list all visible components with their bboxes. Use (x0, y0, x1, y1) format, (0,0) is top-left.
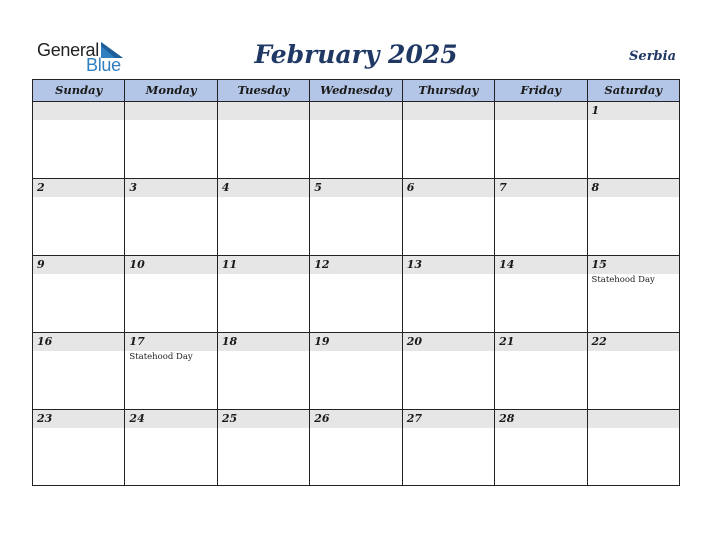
weekday-friday: Friday (495, 80, 587, 101)
day-number-band (125, 179, 216, 197)
day-number-band (588, 410, 679, 428)
day-number-band (33, 179, 124, 197)
day-number: 8 (591, 181, 600, 194)
holiday-label: Statehood Day (591, 275, 655, 285)
calendar-day-cell[interactable] (125, 256, 217, 332)
calendar-grid (32, 79, 680, 486)
calendar-day-cell[interactable] (33, 102, 125, 178)
weekday-tuesday: Tuesday (218, 80, 310, 101)
day-number-band (588, 102, 679, 120)
day-number: 14 (499, 258, 515, 271)
day-number: 26 (314, 412, 330, 425)
calendar-day-cell[interactable] (403, 179, 495, 255)
calendar-day-cell[interactable] (218, 410, 310, 486)
calendar-week-row (33, 102, 679, 179)
holiday-label: Statehood Day (129, 352, 193, 362)
calendar-day-cell[interactable] (310, 179, 402, 255)
weekday-sunday: Sunday (33, 80, 125, 101)
day-number: 2 (37, 181, 45, 194)
day-number-band (125, 102, 216, 120)
calendar-day-cell[interactable] (218, 333, 310, 409)
day-number: 24 (129, 412, 145, 425)
day-number-band (218, 179, 309, 197)
weekday-thursday: Thursday (403, 80, 495, 101)
calendar-day-cell[interactable] (125, 179, 217, 255)
calendar-week-row (33, 333, 679, 410)
calendar-day-cell[interactable] (218, 102, 310, 178)
day-number: 16 (37, 335, 53, 348)
day-number: 7 (499, 181, 507, 194)
day-number-band (33, 256, 124, 274)
calendar-day-cell[interactable] (125, 333, 217, 409)
weekday-header (33, 80, 679, 102)
day-number: 4 (221, 181, 230, 194)
day-number: 20 (406, 335, 422, 348)
day-number: 22 (591, 335, 607, 348)
logo-text-general: General (37, 40, 99, 60)
day-number: 15 (591, 258, 607, 271)
calendar-week-row (33, 179, 679, 256)
calendar-day-cell[interactable] (588, 179, 679, 255)
calendar-day-cell[interactable] (310, 333, 402, 409)
calendar-day-cell[interactable] (588, 410, 679, 486)
calendar-day-cell[interactable] (495, 102, 587, 178)
weekday-wednesday: Wednesday (310, 80, 402, 101)
calendar-day-cell[interactable] (310, 256, 402, 332)
page-title: February 2025 (254, 40, 458, 69)
day-number-band (310, 102, 401, 120)
calendar-day-cell[interactable] (310, 102, 402, 178)
calendar-day-cell[interactable] (588, 102, 679, 178)
day-number-band (218, 102, 309, 120)
weekday-saturday: Saturday (604, 83, 663, 97)
calendar-day-cell[interactable] (310, 410, 402, 486)
day-number: 10 (129, 258, 145, 271)
day-number-band (310, 179, 401, 197)
calendar-day-cell[interactable] (588, 256, 679, 332)
day-number: 3 (129, 181, 138, 194)
day-number-band (33, 102, 124, 120)
day-number: 27 (406, 412, 422, 425)
calendar-day-cell[interactable] (218, 256, 310, 332)
logo-text-blue: Blue (86, 55, 121, 75)
day-number-band (495, 179, 586, 197)
day-number: 1 (591, 104, 600, 117)
day-number: 9 (37, 258, 45, 271)
calendar-day-cell[interactable] (125, 102, 217, 178)
calendar-day-cell[interactable] (495, 410, 587, 486)
calendar-day-cell[interactable] (495, 256, 587, 332)
day-number: 11 (221, 258, 238, 271)
calendar-day-cell[interactable] (33, 410, 125, 486)
calendar-day-cell[interactable] (495, 179, 587, 255)
day-number: 23 (37, 412, 53, 425)
day-number: 12 (314, 258, 330, 271)
day-number: 19 (314, 335, 330, 348)
day-number-band (403, 179, 494, 197)
calendar-day-cell[interactable] (588, 333, 679, 409)
calendar-day-cell[interactable] (33, 333, 125, 409)
day-number: 5 (314, 181, 322, 194)
calendar-day-cell[interactable] (495, 333, 587, 409)
country-label: Serbia (629, 49, 676, 64)
calendar-day-cell[interactable] (33, 179, 125, 255)
day-number: 17 (129, 335, 145, 348)
day-number-band (495, 102, 586, 120)
calendar-day-cell[interactable] (33, 256, 125, 332)
calendar-day-cell[interactable] (125, 410, 217, 486)
day-number: 6 (406, 181, 415, 194)
day-number: 21 (499, 335, 515, 348)
day-number: 25 (221, 412, 238, 425)
day-number: 28 (499, 412, 515, 425)
calendar-week-row (33, 256, 679, 333)
day-number: 18 (221, 335, 238, 348)
calendar-weeks (33, 102, 679, 486)
day-number-band (588, 179, 679, 197)
calendar-day-cell[interactable] (403, 256, 495, 332)
weekday-monday: Monday (125, 80, 217, 101)
calendar-day-cell[interactable] (218, 179, 310, 255)
day-number-band (403, 102, 494, 120)
calendar-week-row (33, 410, 679, 486)
calendar-day-cell[interactable] (403, 333, 495, 409)
calendar-day-cell[interactable] (403, 410, 495, 486)
calendar-day-cell[interactable] (403, 102, 495, 178)
day-number: 13 (406, 258, 422, 271)
